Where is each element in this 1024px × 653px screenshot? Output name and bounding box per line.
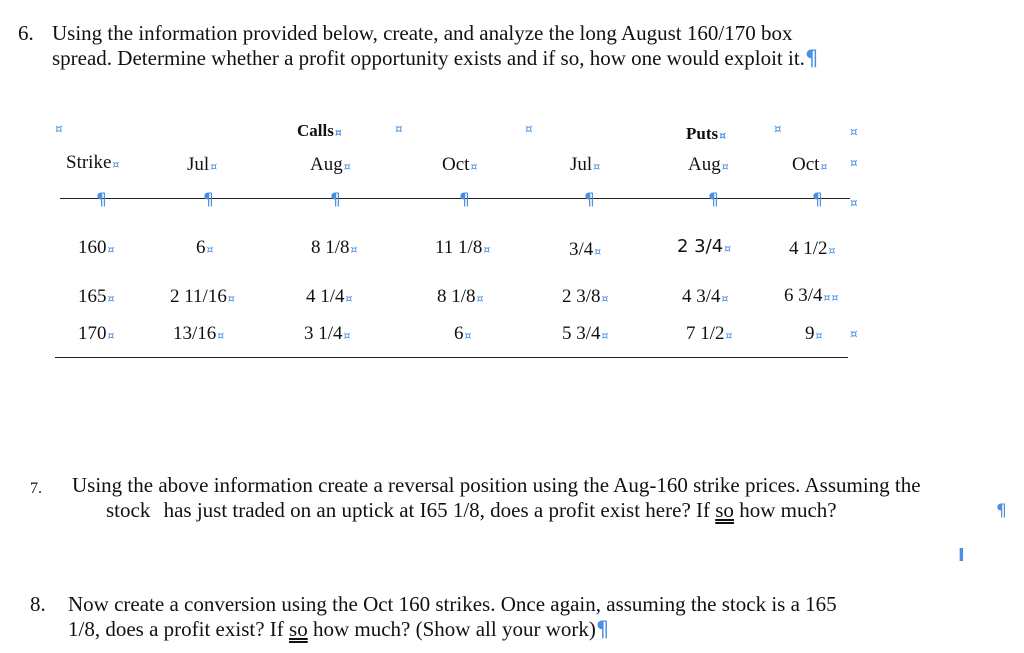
pilcrow-mark: ¶ xyxy=(584,190,595,210)
q8-line1: Now create a conversion using the Oct 160 strikes. Once again, assuming the stock is a 165 xyxy=(68,592,837,616)
table-cell: 3/4¤ xyxy=(569,239,602,260)
q7-number: 7. xyxy=(30,480,42,497)
table-cell: 11 1/8¤ xyxy=(435,237,491,258)
table-cell: 6¤ xyxy=(196,237,214,258)
q6-line2 xyxy=(52,45,818,71)
pilcrow-mark: ¶ xyxy=(812,190,823,210)
table-cell: 4 1/2¤ xyxy=(789,238,836,259)
calls-group-label: Calls¤ xyxy=(297,121,342,140)
cell-end-mark: ¤ xyxy=(395,122,403,136)
q6-line1: Using the information provided below, create, and analyze the long August 160/170 box xyxy=(52,21,793,45)
table-bottom-rule xyxy=(55,357,848,358)
so-underlined: so xyxy=(289,617,308,641)
table-cell: 6 3/4¤¤ xyxy=(784,285,839,306)
text-cursor-icon: I xyxy=(958,545,965,566)
table-cell: 2 11/16¤ xyxy=(170,286,235,307)
table-cell: 8 1/8¤ xyxy=(437,286,484,307)
q8-number: 8. xyxy=(30,592,46,616)
so-underlined: so xyxy=(715,498,734,522)
table-cell: 4 1/4¤ xyxy=(306,286,353,307)
table-cell: 160¤ xyxy=(78,237,115,258)
q6-number: 6. xyxy=(18,21,34,45)
header-calls-aug: Aug¤ xyxy=(310,154,351,175)
cell-end-mark: ¤ xyxy=(55,122,63,136)
row-end-mark: ¤ xyxy=(850,327,858,341)
cell-end-mark: ¤ xyxy=(525,122,533,136)
header-puts-aug: Aug¤ xyxy=(688,154,729,175)
header-puts-jul: Jul¤ xyxy=(570,154,601,175)
q6-line2-text: spread. Determine whether a profit opportunity exists and if so, how one would exploit it. xyxy=(52,46,805,70)
pilcrow-mark: ¶ xyxy=(708,190,719,210)
row-end-mark: ¤ xyxy=(850,125,858,139)
table-cell: 170¤ xyxy=(78,323,115,344)
table-cell: 7 1/2¤ xyxy=(686,323,733,344)
table-cell: 2 3/8¤ xyxy=(562,286,609,307)
table-cell: 165¤ xyxy=(78,286,115,307)
row-end-mark: ¤ xyxy=(850,196,858,210)
pilcrow-mark: ¶ xyxy=(996,501,1007,521)
header-rule xyxy=(60,198,850,199)
table-cell: 2 3/4¤ xyxy=(677,236,732,257)
pilcrow-mark: ¶ xyxy=(459,190,470,210)
header-puts-oct: Oct¤ xyxy=(792,154,828,175)
table-cell: 6¤ xyxy=(454,323,472,344)
table-cell: 9¤ xyxy=(805,323,823,344)
header-calls-oct: Oct¤ xyxy=(442,154,478,175)
pilcrow-mark: ¶ xyxy=(330,190,341,210)
table-cell: 5 3/4¤ xyxy=(562,323,609,344)
pilcrow-mark: ¶ xyxy=(804,46,819,70)
q8-line2: 1/8, does a profit exist? If so how much? (Show all your work)¶ xyxy=(68,617,610,641)
header-strike: Strike¤ xyxy=(66,152,120,173)
table-cell: 4 3/4¤ xyxy=(682,286,729,307)
table-cell: 3 1/4¤ xyxy=(304,323,351,344)
table-cell: 8 1/8¤ xyxy=(311,237,358,258)
row-end-mark: ¤ xyxy=(850,156,858,170)
puts-group-label: Puts¤ xyxy=(686,124,727,143)
pilcrow-mark: ¶ xyxy=(96,190,107,210)
cell-end-mark: ¤ xyxy=(774,122,782,136)
table-cell: 13/16¤ xyxy=(173,323,225,344)
pilcrow-mark: ¶ xyxy=(203,190,214,210)
q7-line1: Using the above information create a reversal position using the Aug-160 strike prices. Assuming the xyxy=(72,473,921,497)
q7-line2: stock has just traded on an uptick at I65 1/8, does a profit exist here? If so how much? xyxy=(106,498,837,522)
header-calls-jul: Jul¤ xyxy=(187,154,218,175)
